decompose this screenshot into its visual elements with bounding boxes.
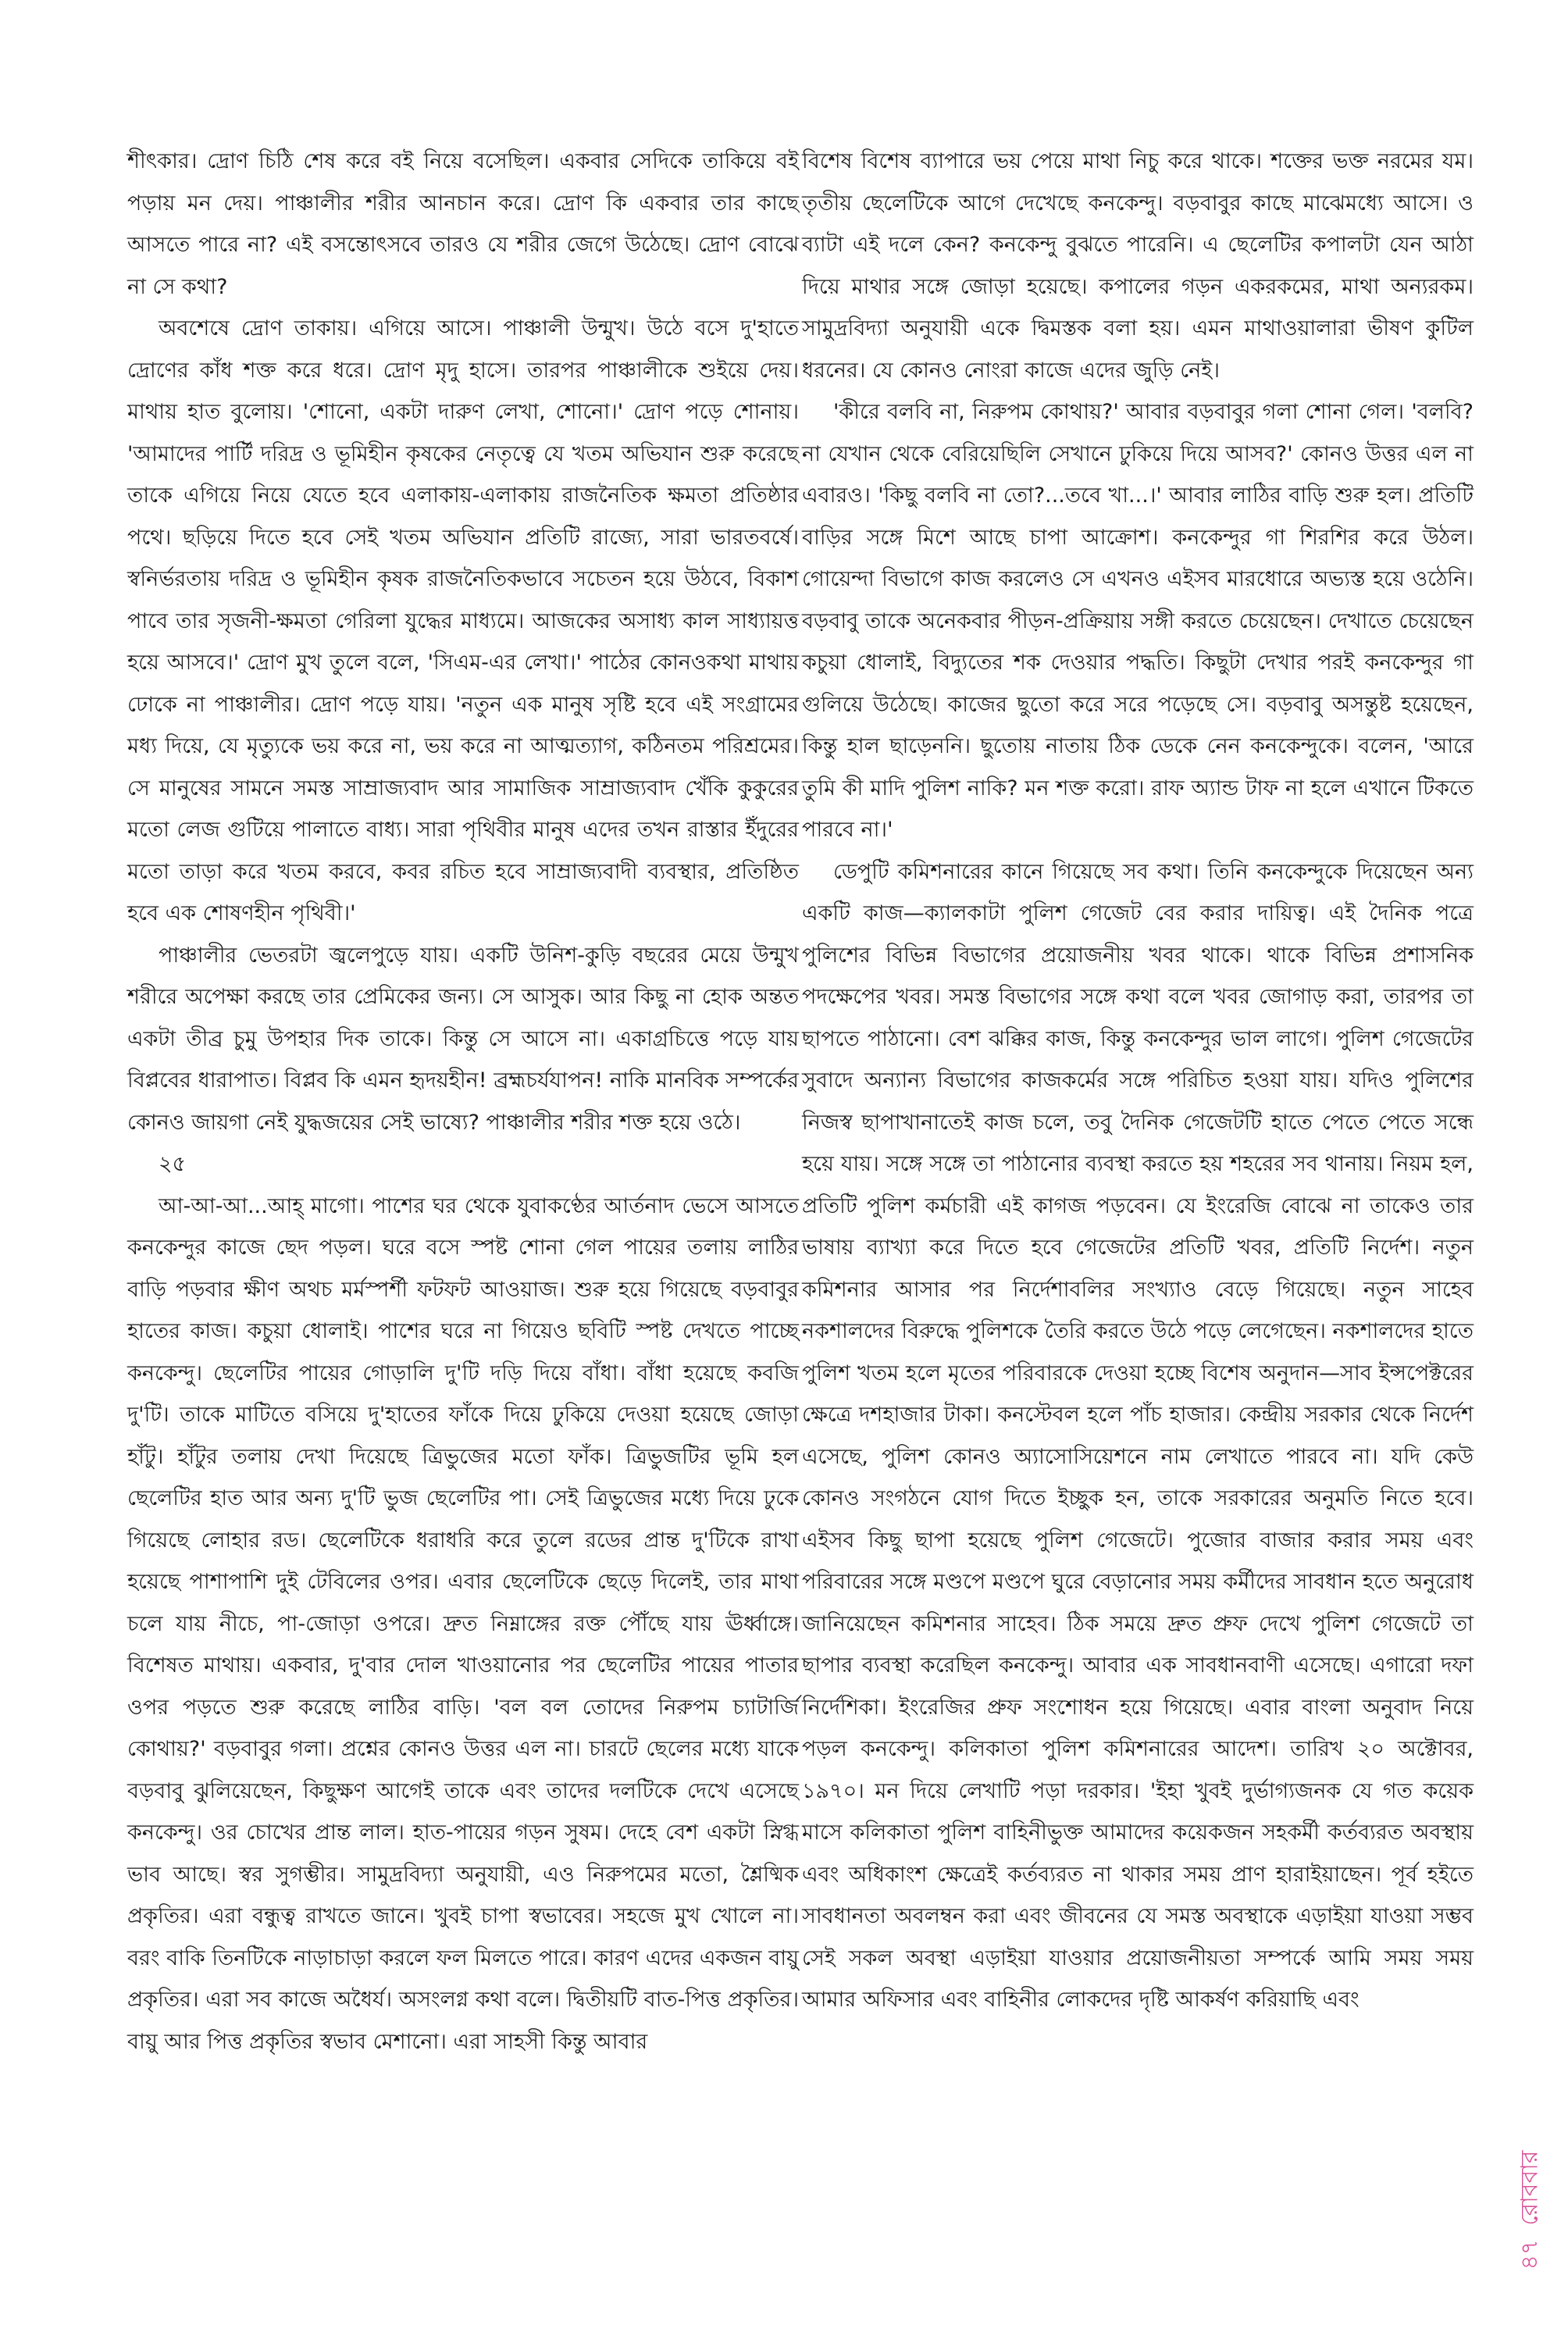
paragraph: পাঞ্চালীর ভেতরটা জ্বলেপুড়ে যায়। একটি উনিশ-কুড়ি বছরের মেয়ে উন্মুখ শরীরে অপেক্ষা করছে তার প্রেমিকের জন্য। সে আসুক। আর কিছু না হোক অন্তত একটা তীব্র চুমু উপহার দিক তাকে। কিন্তু সে আসে না। একাগ্রচিত্তে পড়ে যায় বিপ্লবের ধারাপাত। বিপ্লব কি এমন হৃদয়হীন! ব্রহ্মচর্যযাপন! নাকি মানবিক সম্পর্কের কোনও জায়গা নেই যুদ্ধজয়ের সেই ভাষ্যে? পাঞ্চালীর শরীর শক্ত হয়ে ওঠে।	[127, 943, 799, 1135]
folio-text	[1511, 2151, 1551, 2270]
page-folio	[1507, 2109, 1554, 2312]
paragraph: আ-আ-আ...আহ্ মাগো। পাশের ঘর থেকে যুবাকণ্ঠের আর্তনাদ ভেসে আসতে কনকেন্দুর কাজে ছেদ পড়ল। ঘরে বসে স্পষ্ট শোনা গেল পায়ের তলায় লাঠির বাড়ি পড়বার ক্ষীণ অথচ মর্মস্পর্শী ফটফট আওয়াজ। শুরু হয়ে গিয়েছে বড়বাবুর হাতের কাজ। কচুয়া ধোলাই। পাশের ঘরে না গিয়েও ছবিটি স্পষ্ট দেখতে পাচ্ছে কনকেন্দু। ছেলেটির পায়ের গোড়ালি দু'টি দড়ি দিয়ে বাঁধা। বাঁধা হয়েছে কবজি দু'টি। তাকে মাটিতে বসিয়ে দু'হাতের ফাঁকে দিয়ে ঢুকিয়ে দেওয়া হয়েছে জোড়া হাঁটু। হাঁটুর তলায় দেখা দিয়েছে ত্রিভুজের মতো ফাঁক। ত্রিভুজটির ভূমি হল ছেলেটির হাত আর অন্য দু'টি ভুজ ছেলেটির পা। সেই ত্রিভুজের মধ্যে দিয়ে ঢুকে গিয়েছে লোহার রড। ছেলেটিকে ধরাধরি করে তুলে রডের প্রান্ত দু'টিকে রাখা হয়েছে পাশাপাশি দুই টেবিলের ওপর। এবার ছেলেটিকে ছেড়ে দিলেই, তার মাথা চলে যায় নীচে, পা-জোড়া ওপরে। দ্রুত নিম্নাঙ্গের রক্ত পৌঁছে যায় ঊর্ধ্বাঙ্গে। বিশেষত মাথায়। একবার, দু'বার দোল খাওয়ানোর পর ছেলেটির পায়ের পাতার ওপর পড়তে শুরু করেছে লাঠির বাড়ি। 'বল বল তোদের নিরুপম চ্যাটার্জি কোথায়?' বড়বাবুর গলা। প্রশ্নের কোনও উত্তর এল না। চারটে ছেলের মধ্যে যাকে বড়বাবু ঝুলিয়েছেন, কিছুক্ষণ আগেই তাকে এবং তাদের দলটিকে দেখে এসেছে কনকেন্দু। ওর চোখের প্রান্ত লাল। হাত-পায়ের গড়ন সুষম। দেহে বেশ একটা স্নিগ্ধ ভাব আছে। স্বর সুগম্ভীর। সামুদ্রবিদ্যা অনুযায়ী, এও নিরুপমের মতো, শ্লৈষ্মিক প্রকৃতির। এরা বন্ধুত্ব রাখতে জানে। খুবই চাপা স্বভাবের। সহজে মুখ খোলে না। বরং বাকি তিনটিকে নাড়াচাড়া করলে ফল মিলতে পারে। কারণ এদের একজন বায়ু প্রকৃতির। এরা সব কাজে অধৈর্য। অসংলগ্ন কথা বলে। দ্বিতীয়টি বাত-পিত্ত প্রকৃতির। বায়ু আর পিত্ত প্রকৃতির স্বভাব মেশানো। এরা সাহসী কিন্তু আবার	[127, 1193, 799, 2054]
paragraph: ডেপুটি কমিশনারের কানে গিয়েছে সব কথা। তিনি কনকেন্দুকে দিয়েছেন অন্য একটি কাজ—ক্যালকাটা পুলিশ গেজেট বের করার দায়িত্ব। এই দৈনিক পত্রে পুলিশের বিভিন্ন বিভাগের প্রয়োজনীয় খবর থাকে। থাকে বিভিন্ন প্রশাসনিক পদক্ষেপের খবর। সমস্ত বিভাগের সঙ্গে কথা বলে খবর জোগাড় করা, তারপর তা ছাপতে পাঠানো। বেশ ঝক্কির কাজ, কিন্তু কনকেন্দুর ভাল লাগে। পুলিশ গেজেটের সুবাদে অন্যান্য বিভাগের কাজকর্মের সঙ্গে পরিচিত হওয়া যায়। যদিও পুলিশের নিজস্ব ছাপাখানাতেই কাজ চলে, তবু দৈনিক গেজেটটি হাতে পেতে পেতে সন্ধে হয়ে যায়। সঙ্গে সঙ্গে তা পাঠানোর ব্যবস্থা করতে হয় শহরের সব থানায়। নিয়ম হল, প্রতিটি পুলিশ কর্মচারী এই কাগজ পড়বেন। যে ইংরেজি বোঝে না তাকেও তার ভাষায় ব্যাখ্যা করে দিতে হবে গেজেটের প্রতিটি খবর, প্রতিটি নির্দেশ। নতুন কমিশনার আসার পর নির্দেশাবলির সংখ্যাও বেড়ে গিয়েছে। নতুন সাহেব নকশালদের বিরুদ্ধে পুলিশকে তৈরি করতে উঠে পড়ে লেগেছেন। নকশালদের হাতে পুলিশ খতম হলে মৃতের পরিবারকে দেওয়া হচ্ছে বিশেষ অনুদান—সাব ইন্সপেক্টরের ক্ষেত্রে দশহাজার টাকা। কনস্টেবল হলে পাঁচ হাজার। কেন্দ্রীয় সরকার থেকে নির্দেশ এসেছে, পুলিশ কোনও অ্যাসোসিয়েশনে নাম লেখাতে পারবে না। যদি কেউ কোনও সংগঠনে যোগ দিতে ইচ্ছুক হন, তাকে সরকারের অনুমতি নিতে হবে। এইসব কিছু ছাপা হয়েছে পুলিশ গেজেটে। পুজোর বাজার করার সময় এবং পরিবারের সঙ্গে মণ্ডপে মণ্ডপে ঘুরে বেড়ানোর সময় কর্মীদের সাবধান হতে অনুরোধ জানিয়েছেন কমিশনার সাহেব। ঠিক সময়ে দ্রুত প্রুফ দেখে পুলিশ গেজেটে তা ছাপার ব্যবস্থা করেছিল কনকেন্দু। আবার এক সাবধানবাণী এসেছে। এগারো দফা নির্দেশিকা। ইংরেজির প্রুফ সংশোধন হয়ে গিয়েছে। এবার বাংলা অনুবাদ নিয়ে পড়ল কনকেন্দু। কলিকাতা পুলিশ কমিশনারের আদেশ। তারিখ ২০ অক্টোবর, ১৯৭০। মন দিয়ে লেখাটি পড়া দরকার। 'ইহা খুবই দুর্ভাগ্যজনক যে গত কয়েক মাসে কলিকাতা পুলিশ বাহিনীভুক্ত আমাদের কয়েকজন সহকর্মী কর্তব্যরত অবস্থায় এবং অধিকাংশ ক্ষেত্রেই কর্তব্যরত না থাকার সময় প্রাণ হারাইয়াছেন। পূর্ব হইতে সাবধানতা অবলম্বন করা এবং জীবনের যে সমস্ত অবস্থাকে এড়াইয়া যাওয়া সম্ভব সেই সকল অবস্থা এড়াইয়া যাওয়ার প্রয়োজনীয়তা সম্পর্কে আমি সময় সময় আমার অফিসার এবং বাহিনীর লোকদের দৃষ্টি আকর্ষণ করিয়াছি এবং	[802, 859, 1474, 2012]
magazine-name: রোববার	[1516, 2150, 1544, 2226]
left-text-column	[127, 141, 799, 2063]
section-number: ২৫	[159, 1152, 187, 1176]
paragraph: 'কীরে বলবি না, নিরুপম কোথায়?' আবার বড়বাবুর গলা শোনা গেল। 'বলবি? না যেখান থেকে বেরিয়েছিলি সেখানে ঢুকিয়ে দিয়ে আসব?' কোনও উত্তর এল না এবারও। 'কিছু বলবি না তো?...তবে খা...।' আবার লাঠির বাড়ি শুরু হল। প্রতিটি বাড়ির সঙ্গে মিশে আছে চাপা আক্রোশ। কনকেন্দুর গা শিরশির করে উঠল। গোয়েন্দা বিভাগে কাজ করলেও সে এখনও এইসব মারধোরে অভ্যস্ত হয়ে ওঠেনি। বড়বাবু তাকে অনেকবার পীড়ন-প্রক্রিয়ায় সঙ্গী করতে চেয়েছেন। দেখাতে চেয়েছেন কচুয়া ধোলাই, বিদ্যুতের শক দেওয়ার পদ্ধতি। কিছুটা দেখার পরই কনকেন্দুর গা গুলিয়ে উঠেছে। কাজের ছুতো করে সরে পড়েছে সে। বড়বাবু অসন্তুষ্ট হয়েছেন, কিন্তু হাল ছাড়েননি। ছুতোয় নাতায় ঠিক ডেকে নেন কনকেন্দুকে। বলেন, 'আরে তুমি কী মাদি পুলিশ নাকি? মন শক্ত করো। রাফ অ্যান্ড টাফ না হলে এখানে টিকতে পারবে না।'	[802, 400, 1474, 842]
paragraph: অবশেষে দ্রোণ তাকায়। এগিয়ে আসে। পাঞ্চালী উন্মুখ। উঠে বসে দু'হাতে দ্রোণের কাঁধ শক্ত করে ধরে। দ্রোণ মৃদু হাসে। তারপর পাঞ্চালীকে শুইয়ে দেয়। মাথায় হাত বুলোয়। 'শোনো, একটা দারুণ লেখা, শোনো।' দ্রোণ পড়ে শোনায়। 'আমাদের পার্টি দরিদ্র ও ভূমিহীন কৃষকের নেতৃত্বে যে খতম অভিযান শুরু করেছে তাকে এগিয়ে নিয়ে যেতে হবে এলাকায়-এলাকায় রাজনৈতিক ক্ষমতা প্রতিষ্ঠার পথে। ছড়িয়ে দিতে হবে সেই খতম অভিযান প্রতিটি রাজ্যে, সারা ভারতবর্ষে। স্বনির্ভরতায় দরিদ্র ও ভূমিহীন কৃষক রাজনৈতিকভাবে সচেতন হয়ে উঠবে, বিকাশ পাবে তার সৃজনী-ক্ষমতা গেরিলা যুদ্ধের মাধ্যমে। আজকের অসাধ্য কাল সাধ্যায়ত্ত হয়ে আসবে।' দ্রোণ মুখ তুলে বলে, 'সিএম-এর লেখা।' পাঠের কোনওকথা মাথায় ঢোকে না পাঞ্চালীর। দ্রোণ পড়ে যায়। 'নতুন এক মানুষ সৃষ্টি হবে এই সংগ্রামের মধ্য দিয়ে, যে মৃত্যুকে ভয় করে না, ভয় করে না আত্মত্যাগ, কঠিনতম পরিশ্রমের। সে মানুষের সামনে সমস্ত সাম্রাজ্যবাদ আর সামাজিক সাম্রাজ্যবাদ খেঁকি কুকুরের মতো লেজ গুটিয়ে পালাতে বাধ্য। সারা পৃথিবীর মানুষ এদের তখন রাস্তার ইঁদুরের মতো তাড়া করে খতম করবে, কবর রচিত হবে সাম্রাজ্যবাদী ব্যবস্থার, প্রতিষ্ঠিত হবে এক শোষণহীন পৃথিবী।'	[127, 316, 799, 925]
paragraph: শীৎকার। দ্রোণ চিঠি শেষ করে বই নিয়ে বসেছিল। একবার সেদিকে তাকিয়ে বই পড়ায় মন দেয়। পাঞ্চালীর শরীর আনচান করে। দ্রোণ কি একবার তার কাছে আসতে পারে না? এই বসন্তোৎসবে তারও যে শরীর জেগে উঠেছে। দ্রোণ বোঝে না সে কথা?	[127, 149, 799, 299]
page-number: ৪৭	[1516, 2239, 1544, 2270]
right-text-column	[802, 141, 1474, 2021]
paragraph: বিশেষ বিশেষ ব্যাপারে ভয় পেয়ে মাথা নিচু করে থাকে। শক্তের ভক্ত নরমের যম। তৃতীয় ছেলেটিকে আগে দেখেছে কনকেন্দু। বড়বাবুর কাছে মাঝেমধ্যে আসে। ও ব্যাটা এই দলে কেন? কনকেন্দু বুঝতে পারেনি। এ ছেলেটির কপালটা যেন আঠা দিয়ে মাথার সঙ্গে জোড়া হয়েছে। কপালের গড়ন একরকমের, মাথা অন্যরকম। সামুদ্রবিদ্যা অনুযায়ী একে দ্বিমস্তক বলা হয়। এমন মাথাওয়ালারা ভীষণ কুটিল ধরনের। যে কোনও নোংরা কাজে এদের জুড়ি নেই।	[802, 149, 1474, 383]
